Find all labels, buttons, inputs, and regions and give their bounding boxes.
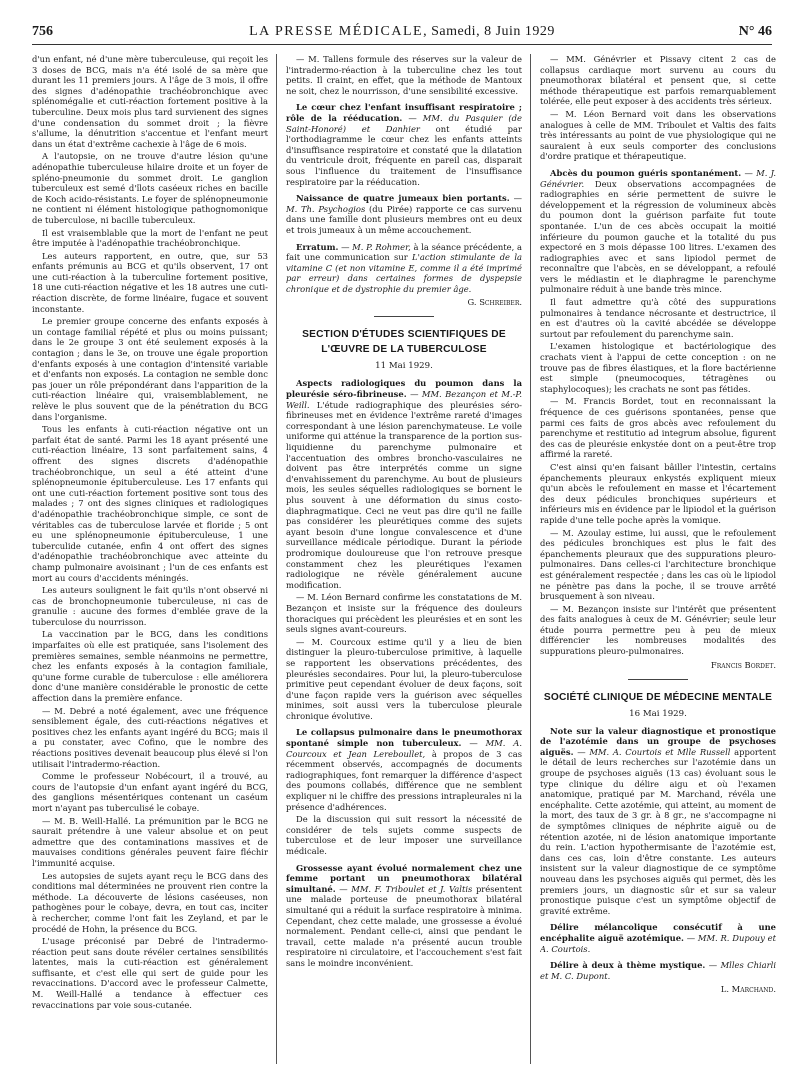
page-number: 756 <box>32 24 53 39</box>
article-grossesse: Grossesse ayant évolué normalement chez une femme portant un pneumothorax bilatéral simultané. — MM. F. Triboulet et J. Valtis présentent une malade porteuse de pneumothorax bilatéral simultané qui a réduit la surface respiratoire à minima. Cependant, chez cette malade, une grossesse a évolué normalement. Pendant celle-ci, ainsi que pendant le travail, cette malade n'a présenté aucun trouble respiratoire ni circulatoire, et l'accouchement s'est fait sans le moindre inconvénient. <box>286 862 522 968</box>
article-delire-deux: Délire à deux à thème mystique. — Mlles Chiarli et M. C. Dupont. <box>540 960 776 981</box>
divider <box>374 316 434 317</box>
erratum-author: M. P. Rohmer, <box>352 241 411 252</box>
article-body: apportent le détail de leurs recherches sur l'azotémie dans un groupe de psychoses aiguës (13 cas) évoluant sous le type clinique du délire aigu et où l'examen anatomique, pratiqué par M. Marchand, révéla une encéphalite. Cette azotémie, qui atteint, au moment de la mort, des taux de 3 gr. à 8 gr., ne s'accompagne ni de symptômes cliniques de néphrite aiguë ou de rétention azotée, ni de lésion anatomique importante du rein. L'action hypothermisante de l'azotémie est, dans ces cas, loin d'être constante. Les auteurs insistent sur la valeur diagnostique de ce symptôme nouveau dans les psychoses aiguës qui permet, dès les premiers jours, un diagnostic sûr et sur sa valeur pronostique puisque c'est un symptôme objectif de gravité extrême. <box>540 746 776 916</box>
signature: Francis Bordet. <box>710 659 776 670</box>
article-title: Note sur la valeur diagnostique et pronostique de l'azotémie dans un groupe de psychoses aiguës. <box>540 725 776 757</box>
article-body: L'étude radiographique des pleurésies séro-fibrineuses met en évidence l'extrême rareté d'images correspondant à une lésion parenchymateuse. Le voile uniforme qui atténue la transparence de la portion sus-liquidienne du parenchyme pulmonaire et l'accentuation des ombres broncho-vasculaires ne doivent pas être interprétés comme un signe d'envahissement du parenchyme. Au bout de plusieurs mois, les seules séquelles radiologiques se bornent le plus souvent à une déformation du sinus costo-diaphragmatique. Ceci ne veut pas dire qu'il ne faille pas considérer les pleurétiques comme des sujets ayant besoin d'une longue convalescence et d'une surveillance médicale périodique. Durant la période prodromique douloureuse que l'on retrouve presque constamment chez les pleurétiques l'examen radiologique ne révèle généralement aucune modification. <box>286 399 522 590</box>
divider <box>628 679 688 680</box>
column-rule <box>276 54 277 1064</box>
paragraph: De la discussion qui suit ressort la nécessité de considérer de tels sujets comme suspects de tuberculose et de leur imposer une surveillance médicale. <box>286 814 522 856</box>
paragraph: Tous les enfants à cuti-réaction négative ont un parfait état de santé. Parmi les 18 ayant présenté une cuti-réaction linéaire, 13 sont parfaitement sains, 4 offrent des signes discrets d'adénopathie trachéobronchique, un seul a été atteint d'une splénopneumonie épituberculeuse. Les 17 enfants qui ont une cuti-réaction fortement positive sont tous des malades ; 7 ont des signes cliniques et radiologiques d'adénopathie trachéobronchique simple, ce sont de véritables cas de tuberculose larvée et floride ; 5 ont eu une splénopneumonie épituberculeuse, 1 une tuberculide cutanée, enfin 4 ont offert des signes d'adénopathie trachéobronchique avec atteinte du champ pulmonaire avoisinant ; l'un de ces enfants est mort au cours d'accidents méningés. <box>32 424 268 583</box>
article-azotemie: Note sur la valeur diagnostique et pronostique de l'azotémie dans un groupe de psychoses aiguës. — MM. A. Courtois et Mlle Russell apportent le détail de leurs recherches sur l'azotémie dans un groupe de psychoses aiguës (13 cas) évoluant sous le type clinique du délire aigu et où l'examen anatomique, pratiqué par M. Marchand, révéla une encéphalite. Cette azotémie, qui atteint, au moment de la mort, des taux de 3 gr. à 8 gr., ne s'accompagne ni de symptômes cliniques de néphrite aiguë ou de rétention azotée, ni de lésion anatomique importante du rein. L'action hypothermisante de l'azotémie est, dans ces cas, loin d'être constante. Les auteurs insistent sur la valeur diagnostique de ce symptôme nouveau dans les psychoses aiguës qui permet, dès les premiers jours, un diagnostic sûr et sur sa valeur pronostique puisque c'est un symptôme objectif de gravité extrême. <box>540 725 776 916</box>
article-title: Aspects radiologiques du poumon dans la pleurésie séro-fibrineuse. <box>286 378 522 400</box>
signature: G. Schreiber. <box>467 297 522 308</box>
section-date: 16 Mai 1929. <box>629 708 687 719</box>
article-authors: MM. Bezançon et M.-P. Weill. <box>286 389 522 410</box>
article-authors: Mlles Chiarli et M. C. Dupont. <box>540 960 776 981</box>
article-delire: Délire mélancolique consécutif à une encéphalite aiguë azotémique. — MM. R. Dupouy et A. Courtois. <box>540 922 776 954</box>
paragraph: Les auteurs rapportent, en outre, que, sur 53 enfants prémunis au BCG et qu'ils observent, 17 ont une cuti-réaction à la tuberculine fortement positive, 18 une cuti-réaction négative et les 18 autres une cuti-réaction discrète, de forme linéaire, fugace et souvent inconstante. <box>32 250 268 314</box>
article-title: Grossesse ayant évolué normalement chez une femme portant un pneumothorax bilatéral simultané. <box>286 862 522 894</box>
article-collapsus: Le collapsus pulmonaire dans le pneumothorax spontané simple non tuberculeux. — MM. A. Courcoux et Jean Lereboullet, à propos de 3 cas récemment observés, accompagnés de documents radiographiques, font remarquer la différence d'aspect des poumons collabés, différence que ne semblent expliquer ni le chiffre des pressions intrapleurales ni la présence d'adhérences. <box>286 727 522 812</box>
paragraph: La vaccination par le BCG, dans les conditions imparfaites où elle est pratiquée, sans l'isolement des premières semaines, semble néanmoins ne permettre, chez les enfants exposés à la contagion familiale, qu'une forme curable de tuberculose : elle améliorera donc d'une manière considérable le pronostic de cette affection dans la première enfance. <box>32 629 268 704</box>
paragraph: — M. Léon Bernard confirme les constatations de M. Bezançon et insiste sur la fréquence des douleurs thoraciques qui précèdent les pleurésies et en sont les seuls signes avant-coureurs. <box>286 592 522 635</box>
article-title: Délire mélancolique consécutif à une encéphalite aiguë azotémique. <box>540 922 776 943</box>
article-authors: MM. A. Courcoux et Jean Lereboullet, <box>286 738 522 759</box>
paragraph: Il est vraisemblable que la mort de l'enfant ne peut être imputée à l'adénopathie trachéobronchique. <box>32 227 268 249</box>
article-title: Le cœur chez l'enfant insuffisant respiratoire ; rôle de la rééducation. <box>286 102 522 123</box>
erratum-title: L'action stimulante de la vitamine C (et non vitamine E, comme il a été imprimé par erreur) dans certaines formes de dyspepsie chronique et de dystrophie du premier âge. <box>286 252 522 294</box>
article-body: Deux observations accompagnées de radiographies en série permettent de suivre le développement et la régression de volumineux abcès du poumon dont la guérison parfaite fut toute spontanée. L'un de ces abcès occupait la moitié inférieure du poumon gauche et la totalité du pus expectoré en 3 mois dépasse 100 litres. L'examen des radiographies avec et sans lipiodol permet de reconnaître que l'abcès, en se développant, a refoulé vers le médiastin et le diaphragme le parenchyme pulmonaire réduit à une bande très mince. <box>540 178 776 295</box>
article-body: à propos de 3 cas récemment observés, accompagnés de documents radiographiques, font remarquer la différence d'aspect des poumons collabés, différence que ne semblent expliquer ni le chiffre des pressions intrapleurales ni la présence d'adhérences. <box>286 748 522 812</box>
paragraph: — M. Léon Bernard voit dans les observations analogues à celle de MM. Triboulet et Valtis des faits très intéressants au point de vue physiologique qui ne sauraient à eux seuls comporter des conclusions d'ordre pratique et thérapeutique. <box>540 108 776 162</box>
erratum-body: à la séance précédente, a fait une communication sur <box>286 241 522 263</box>
paragraph: — M. Debré a noté également, avec une fréquence sensiblement égale, des cuti-réactions négatives et positives chez les enfants ayant ingéré du BCG; mais il a pu constater, avec Cofino, que le nombre des réactions positives devenait beaucoup plus élevé si l'on utilisait l'intradermo-réaction. <box>32 705 268 769</box>
section-date: 11 Mai 1929. <box>375 361 433 372</box>
erratum: Erratum. — M. P. Rohmer, à la séance précédente, a fait une communication sur L'action stimulante de la vitamine C (et non vitamine E, comme il a été imprimé par erreur) dans certaines formes de dyspepsie chronique et de dystrophie du premier âge. <box>286 241 522 294</box>
article-authors: M. J. Génévrier. <box>540 167 776 189</box>
article-radio: Aspects radiologiques du poumon dans la pleurésie séro-fibrineuse. — MM. Bezançon et M.-P. Weill. L'étude radiographique des pleurésies séro-fibrineuses met en évidence l'extrême rareté d'images correspondant à une lésion parenchymateuse. Le voile uniforme qui atténue la transparence de la portion sus-liquidienne du parenchyme pulmonaire et l'accentuation des ombres broncho-vasculaires ne doivent pas être interprétés comme un signe d'envahissement du parenchyme. Au bout de plusieurs mois, les seules séquelles radiologiques se bornent le plus souvent à une déformation du sinus costo-diaphragmatique. Ceci ne veut pas dire qu'il ne faille pas considérer les pleurétiques comme des sujets ayant besoin d'une longue convalescence et d'une surveillance médicale périodique. Durant la période prodromique douloureuse que l'on retrouve presque constamment chez les pleurétiques l'examen radiologique ne révèle généralement aucune modification. <box>286 378 522 590</box>
article-authors: MM. R. Dupouy et A. Courtois. <box>540 932 776 954</box>
paragraph: Comme le professeur Nobécourt, il a trouvé, au cours de l'autopsie d'un enfant ayant ingéré du BCG, des ganglions mésentériques contenant un caséum mort n'ayant pas tuberculisé le cobaye. <box>32 771 268 813</box>
paragraph: — MM. Génévrier et Pissavy citent 2 cas de collapsus cardiaque mort survenu au cours du pneumothorax bilatéral et pensent que, si cette méthode thérapeutique est parfois remarquablement tolérée, elle peut exposer à des accidents très sérieux. <box>540 54 776 107</box>
column-2 <box>286 54 522 1076</box>
erratum-label: Erratum. <box>296 241 339 252</box>
paragraph: Le premier groupe concerne des enfants exposés à un contage familial répété et plus ou moins puissant; dans le 2e groupe 3 ont été seulement exposés à la contagion ; dans le 3e, on trouve une égale proportion d'enfants exposés à une contagion d'intensité variable et d'enfants non exposés. La contagion ne semble donc pas jouer un rôle prépondérant dans l'apparition de la cuti-réaction linéaire qui, vraisemblablement, ne relève le plus souvent que de la pénétration du BCG dans l'organisme. <box>32 316 268 422</box>
paragraph: Les auteurs soulignent le fait qu'ils n'ont observé ni cas de bronchopneumonie tuberculeuse, ni cas de granulie : aucune des formes d'emblée grave de la tuberculose du nourrisson. <box>32 585 268 627</box>
paragraph: L'usage préconisé par Debré de l'intradermo-réaction peut sans doute révéler certaines sensibilités latentes, mais la cuti-réaction est généralement suffisante, et c'est elle qui sert de guide pour les revaccinations. D'accord avec le professeur Calmette, M. Weill-Hallé a tendance à effectuer ces revaccinations par voie sous-cutanée. <box>32 936 268 1010</box>
paragraph: L'examen histologique et bactériologique des crachats vient à l'appui de cette conception : on ne trouve pas de fibres élastiques, et la flore bactérienne est simple (pneumocoques, tétragènes ou staphylocoques); les crachats ne sont pas fétides. <box>540 341 776 394</box>
column-3 <box>540 54 776 1076</box>
article-authors: MM. F. Triboulet et J. Valtis <box>351 883 473 894</box>
article-body: présentent une malade porteuse de pneumothorax bilatéral simultané qui a réduit la surface respiratoire à minima. Cependant, chez cette malade, une grossesse a évolué normalement. Pendant celle-ci, ainsi que pendant le travail, cette malade n'a présenté aucun trouble respiratoire ni circulatoire, et l'accouchement s'est fait sans le moindre inconvénient. <box>286 883 522 968</box>
article-authors: M. Th. Psychogios <box>286 203 366 214</box>
column-rule <box>530 54 531 1064</box>
paragraph: — M. Azoulay estime, lui aussi, que le refoulement des pédicules bronchiques est plus le fait des épanchements pleuraux que des suppurations pleuro-pulmonaires. Dans celles-ci l'architecture bronchique est généralement respectée ; dans les cas où le lipiodol ne pénètre pas dans la poche, il se trouve arrêté brusquement à son niveau. <box>540 527 776 602</box>
journal-name: LA PRESSE MÉDICALE <box>249 24 424 39</box>
article-title: Délire à deux à thème mystique. <box>550 960 706 971</box>
paragraph: Il faut admettre qu'à côté des suppurations pulmonaires à tendance nécrosante et destructrice, il en est d'autres où la cavité abcédée se développe surtout par refoulement du parenchyme sain. <box>540 297 776 339</box>
article-abces: Abcès du poumon guéris spontanément. — M. J. Génévrier. Deux observations accompagnées de radiographies en série permettent de suivre le développement et la régression de volumineux abcès du poumon dont la guérison parfaite fut toute spontanée. L'un de ces abcès occupait la moitié inférieure du poumon gauche et la totalité du pus expectoré en 3 mois dépasse 100 litres. L'examen des radiographies avec et sans lipiodol permet de reconnaître que l'abcès, en se développant, a refoulé vers le médiastin et le diaphragme le parenchyme pulmonaire réduit à une bande très mince. <box>540 167 776 295</box>
article-authors: MM. du Pasquier (de Saint-Honoré) et Danhier <box>286 112 522 134</box>
paragraph: Les autopsies de sujets ayant reçu le BCG dans des conditions mal déterminées ne prouvent rien contre la méthode. La découverte de lésions caséeuses, non pathogènes pour le cobaye, devra, en tout cas, inciter à rechercher, comme l'ont fait les Zeyland, et par le procédé de Hohn, la présence du BCG. <box>32 870 268 934</box>
paragraph: d'un enfant, né d'une mère tuberculeuse, qui reçoit les 3 doses de BCG, mais n'a été isolé de sa mère que durant les 11 premiers jours. A l'âge de 3 mois, il offre des signes d'adénopathie trachéobronchique avec splénomégalie et cuti-réaction fortement positive à la tuberculine. Deux mois plus tard survienent des signes d'une condensation du sommet droit ; la fièvre s'allume, la dénutrition s'accentue et l'enfant meurt dans un état d'extrême cachexie à l'âge de 6 mois. <box>32 54 268 149</box>
article-coeur: Le cœur chez l'enfant insuffisant respiratoire ; rôle de la rééducation. — MM. du Pasquier (de Saint-Honoré) et Danhier ont étudié par l'orthodiagramme le cœur chez les enfants atteints d'insuffisance respiratoire et constaté que la dilatation du ventricule droit, fréquente en pareil cas, disparait sous l'influence du traitement de l'insuffisance respiratoire par la rééducation. <box>286 102 522 187</box>
article-jumeaux: Naissance de quatre jumeaux bien portants. — M. Th. Psychogios (du Pirée) rapporte ce cas survenu dans une famille dont plusieurs membres ont eu deux et trois jumeaux à un même accouchement. <box>286 193 522 235</box>
paragraph: A l'autopsie, on ne trouve d'autre lésion qu'une adénopathie tuberculeuse hilaire droite et un foyer de spléno-pneumonie du sommet droit. Le ganglion tuberculeux est semé d'îlots caséeux riches en bacille de Koch acido-résistants. Le foyer de splénopneumonie ne contient ni élément histologique pathognomonique de tuberculose, ni bacille tuberculeux. <box>32 151 268 225</box>
column-1 <box>32 54 268 1076</box>
paragraph: — M. Bezançon insiste sur l'intérêt que présentent des faits analogues à ceux de M. Génévrier; seule leur étude pourra permettre peu à peu de mieux différencier les nombreuses modalités des suppurations pleuro-pulmonaires. <box>540 603 776 657</box>
paragraph: — M. Francis Bordet, tout en reconnaissant la fréquence de ces guérisons spontanées, pense que parmi ces faits de gros abcès avec refoulement du parenchyme et restitutio ad integrum absolue, figurent des cas de pleurésie enkystée dont on a peut-être trop affirmé la rareté. <box>540 396 776 460</box>
running-title <box>32 24 772 40</box>
paragraph: — M. B. Weill-Hallé. La prémunition par le BCG ne saurait prétendre à une valeur absolue et on peut admettre que des contaminations massives et de mauvaises conditions générales peuvent faire fléchir l'immunité acquise. <box>32 815 268 868</box>
signature: L. Marchand. <box>720 984 776 995</box>
article-body: ont étudié par l'orthodiagramme le cœur chez les enfants atteints d'insuffisance respiratoire et constaté que la dilatation du ventricule droit, fréquente en pareil cas, disparait sous l'influence du traitement de l'insuffisance respiratoire par la rééducation. <box>286 123 522 187</box>
paragraph: — M. Tallens formule des réserves sur la valeur de l'intradermo-réaction à la tuberculine chez les tout petits. Il craint, en effet, que la méthode de Mantoux ne soit, chez le nourrisson, d'une sensibilité excessive. <box>286 54 522 96</box>
section-heading: SOCIÉTÉ CLINIQUE DE MÉDECINE MENTALE <box>543 691 773 703</box>
article-authors: MM. A. Courtois et Mlle Russell <box>589 746 731 757</box>
issue-number: N° 46 <box>738 24 772 39</box>
section-heading: SECTION D'ÉTUDES SCIENTIFIQUES DE L'ŒUVRE DE LA TUBERCULOSE <box>302 329 506 356</box>
paragraph: C'est ainsi qu'en faisant bâiller l'intestin, certains épanchements pleuraux enkystés expliquent mieux qu'un abcès le refoulement en masse et l'écartement des deux pédicules bronchiques supérieurs et inférieurs mis en évidence par le lipiodol et la guérison rapide d'une telle poche après la vomique. <box>540 461 776 525</box>
article-body: (du Pirée) rapporte ce cas survenu dans une famille dont plusieurs membres ont eu deux et trois jumeaux à un même accouchement. <box>286 203 522 235</box>
article-title: Naissance de quatre jumeaux bien portants. <box>296 193 510 204</box>
issue-date: , Samedi, 8 Juin 1929 <box>423 24 555 39</box>
article-title: Abcès du poumon guéris spontanément. <box>550 167 742 178</box>
page-header <box>32 20 772 45</box>
paragraph: — M. Courcoux estime qu'il y a lieu de bien distinguer la pleuro-tuberculose primitive, à laquelle se rapportent les observations précédentes, des pleurésies secondaires. Pour lui, la pleuro-tuberculose primitive peut cependant évoluer de deux façons, soit d'une façon rapide vers la guérison avec séquelles minimes, soit aussi vers la tuberculose pleurale chronique évolutive. <box>286 636 522 721</box>
article-title: Le collapsus pulmonaire dans le pneumothorax spontané simple non tuberculeux. <box>286 727 522 749</box>
